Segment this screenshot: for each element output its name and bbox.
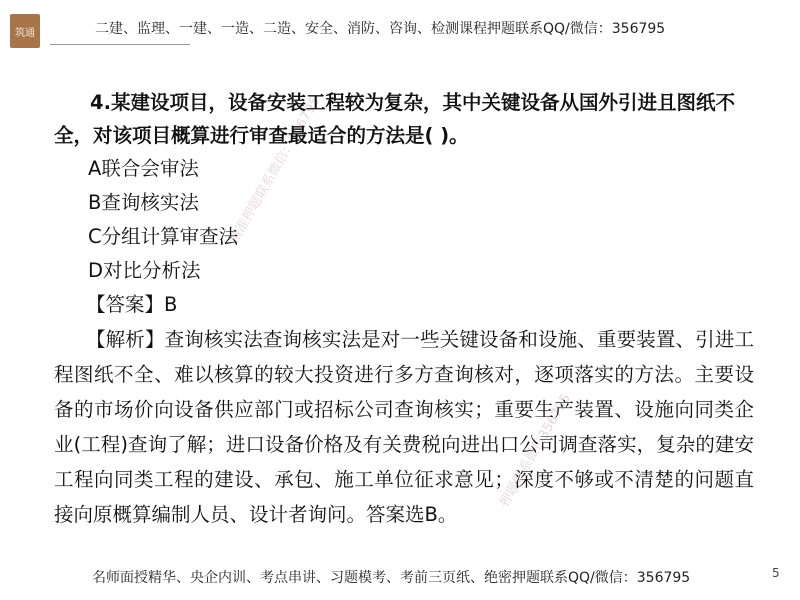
question-stem: 4.某建设项目，设备安装工程较为复杂，其中关键设备从国外引进且图纸不全，对该项目概算进行审查最适合的方法是( )。 [54, 91, 735, 147]
brand-logo [10, 14, 40, 48]
watermark: 精准押题联系微信：356795 [226, 94, 324, 247]
question-content [54, 86, 754, 532]
option-a: A联合会审法 [88, 157, 199, 180]
answer-line: 【答案】B [86, 293, 178, 316]
logo-text: 筑通 [15, 27, 35, 39]
page-number: 5 [772, 566, 780, 580]
header-divider [50, 44, 190, 45]
footer-banner-text: 名师面授精华、央企内训、考点串讲、习题模考、考前三页纸、绝密押题联系QQ/微信：356795 [92, 570, 691, 586]
header-banner-text: 二建、监理、一建、一造、二造、安全、消防、咨询、检测课程押题联系QQ/微信：356795 [95, 21, 666, 37]
option-c: C分组计算审查法 [88, 225, 239, 248]
watermark: 押题联系微信356795 [497, 391, 574, 510]
analysis-paragraph: 【解析】查询核实法查询核实法是对一些关键设备和设施、重要装置、引进工程图纸不全、难以核算的较大投资进行多方查询核对，逐项落实的方法。主要设备的市场价向设备供应部门或招标公司查询核实；重要生产装置、设施向同类企业(工程)查询了解；进口设备价格及有关费税向进出口公司调查落实，复杂的建安工程向同类工程的建设、承包、施工单位征求意见；深度不够或不清楚的问题直接向原概算编制人员、设计者询问。答案选B。 [54, 328, 754, 526]
option-d: D对比分析法 [88, 259, 201, 282]
option-b: B查询核实法 [88, 191, 199, 214]
